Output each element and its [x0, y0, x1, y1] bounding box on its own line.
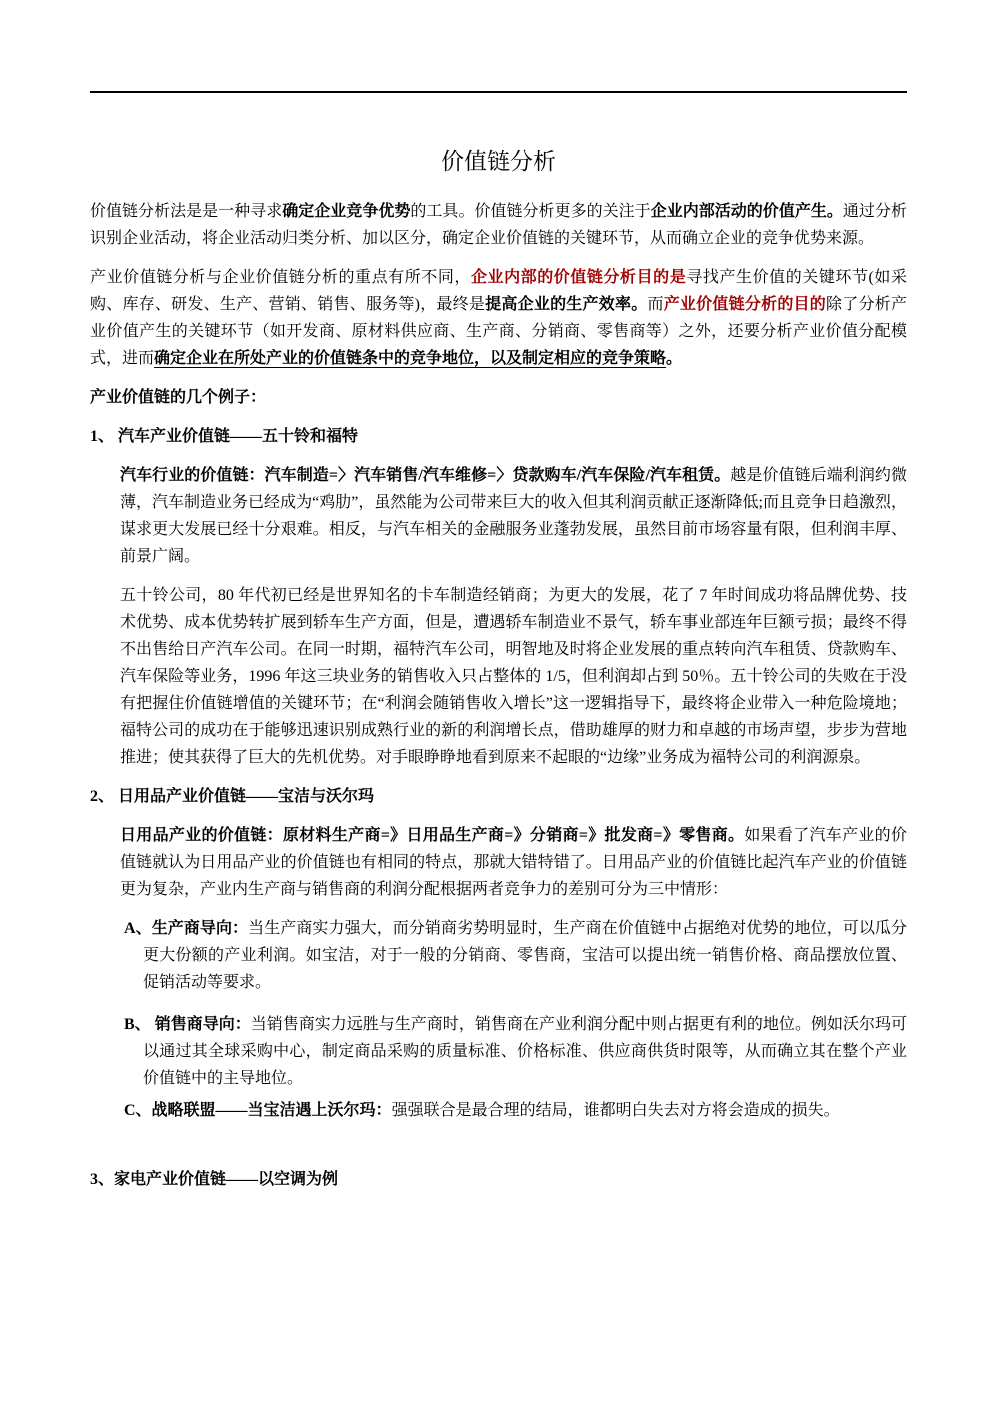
text-run: B、 销售商导向： — [124, 1016, 251, 1033]
text-run: 价值链分析 — [441, 149, 556, 174]
text-run: 企业内部的价值链分析目的是 — [470, 269, 687, 286]
paragraph-isuzu-ford — [120, 582, 907, 771]
header-rule — [90, 91, 907, 93]
list-item-a — [124, 915, 907, 996]
text-run: 产业价值链的几个例子： — [90, 389, 267, 406]
text-run: 如果看了汽车产业的价值链就认为日用品产业的价值链也有相同的特点，那就大错特错了。日用品产业的价值链比起汽车产业的价值链更为复杂，产业内生产商与销售商的利润分配根据两者竞争力的差别可分为三中情形： — [120, 827, 907, 898]
text-run: 提高企业的生产效率。 — [485, 296, 648, 313]
text-run: 强强联合是最合理的结局，谁都明白失去对方将会造成的损失。 — [391, 1102, 840, 1119]
text-run: C、战略联盟——当宝洁遇上沃尔玛： — [124, 1102, 392, 1119]
text-run: 3、家电产业价值链——以空调为例 — [90, 1171, 339, 1188]
list-item-3-heading — [90, 1166, 907, 1193]
text-run: 汽车行业的价值链：汽车制造=〉汽车销售/汽车维修=〉贷款购车/汽车保险/汽车租赁。 — [120, 467, 731, 484]
text-run: 2、 日用品产业价值链——宝洁与沃尔玛 — [90, 788, 375, 805]
heading-examples — [90, 384, 907, 411]
text-run: 确定企业竞争优势 — [282, 203, 411, 220]
paragraph-auto-value-chain — [120, 462, 907, 570]
text-run: 而 — [647, 296, 664, 313]
text-run: 产业价值链分析与企业价值链分析的重点有所不同， — [90, 269, 471, 286]
list-item-c — [124, 1097, 907, 1124]
page-title — [90, 147, 907, 177]
text-run: 确定企业在所处产业的价值链条中的竞争地位，以及制定相应的竞争策略 — [154, 350, 667, 367]
text-run: 企业内部活动的价值产生。 — [650, 203, 843, 220]
list-item-2-heading — [90, 783, 907, 810]
text-run: 价值链分析法是是一种寻求 — [90, 203, 283, 220]
paragraph-industry-vs-enterprise — [90, 264, 907, 372]
text-run: 产业价值链分析的目的 — [663, 296, 827, 313]
text-run: 寻找产生价值的关键环节(如采购、库存、研发、生产、营销、销售、服务等)，最终是 — [90, 269, 907, 313]
text-run: 当生产商实力强大，而分销商劣势明显时，生产商在价值链中占据绝对优势的地位，可以瓜分更大份额的产业利润。如宝洁，对于一般的分销商、零售商，宝洁可以提出统一销售价格、商品摆放位置、促销活动等要求。 — [143, 920, 907, 991]
list-item-b — [124, 1011, 907, 1092]
text-run: 日用品产业的价值链：原材料生产商=》日用品生产商=》分销商=》批发商=》零售商。 — [120, 827, 745, 844]
text-run: A、生产商导向： — [124, 920, 249, 937]
paragraph-daily-goods-chain — [120, 822, 907, 903]
text-run: 。 — [666, 350, 683, 367]
text-run: 的工具。价值链分析更多的关注于 — [410, 203, 651, 220]
text-run: 通过分析识别企业活动，将企业活动归类分析、加以区分，确定企业价值链的关键环节，从而确立企业的竞争优势来源。 — [90, 203, 907, 247]
text-run: 越是价值链后端利润约微薄，汽车制造业务已经成为“鸡肋”，虽然能为公司带来巨大的收入但其利润贡献正逐渐降低;而且竞争日趋激烈，谋求更大发展已经十分艰难。相反，与汽车相关的金融服务业蓬勃发展，虽然目前市场容量有限，但利润丰厚、前景广阔。 — [120, 467, 907, 565]
text-run: 除了分析产业价值产生的关键环节（如开发商、原材料供应商、生产商、分销商、零售商等）之外，还要分析产业价值分配模式，进而 — [90, 296, 907, 367]
text-run: 五十铃公司，80 年代初已经是世界知名的卡车制造经销商；为更大的发展，花了 7 年时间成功将品牌优势、技术优势、成本优势转扩展到轿车生产方面，但是，遭遇轿车制造业不景气，轿车事业部连年巨额亏损；最终不得不出售给日产汽车公司。在同一时期，福特汽车公司，明智地及时将企业发展的重点转向汽车租赁、贷款购车、汽车保险等业务，1996 年这三块业务的销售收入只占整体的 1/5，但利润却占到 50％。五十铃公司的失败在于没有把握住价值链增值的关键环节；在“利润会随销售收入增长”这一逻辑指导下，最终将企业带入一种危险境地；福特公司的成功在于能够迅速识别成熟行业的新的利润增长点，借助雄厚的财力和卓越的市场声望，步步为营地推进；使其获得了巨大的先机优势。对手眼睁睁地看到原来不起眼的“边缘”业务成为福特公司的利润源泉。 — [120, 587, 907, 766]
text-run: 1、 汽车产业价值链——五十铃和福特 — [90, 428, 359, 445]
list-item-1-heading — [90, 423, 907, 450]
text-run: 当销售商实力远胜与生产商时，销售商在产业利润分配中则占据更有利的地位。例如沃尔玛可以通过其全球采购中心，制定商品采购的质量标准、价格标准、供应商供货时限等，从而确立其在整个产业价值链中的主导地位。 — [143, 1016, 907, 1087]
paragraph-intro — [90, 198, 907, 252]
